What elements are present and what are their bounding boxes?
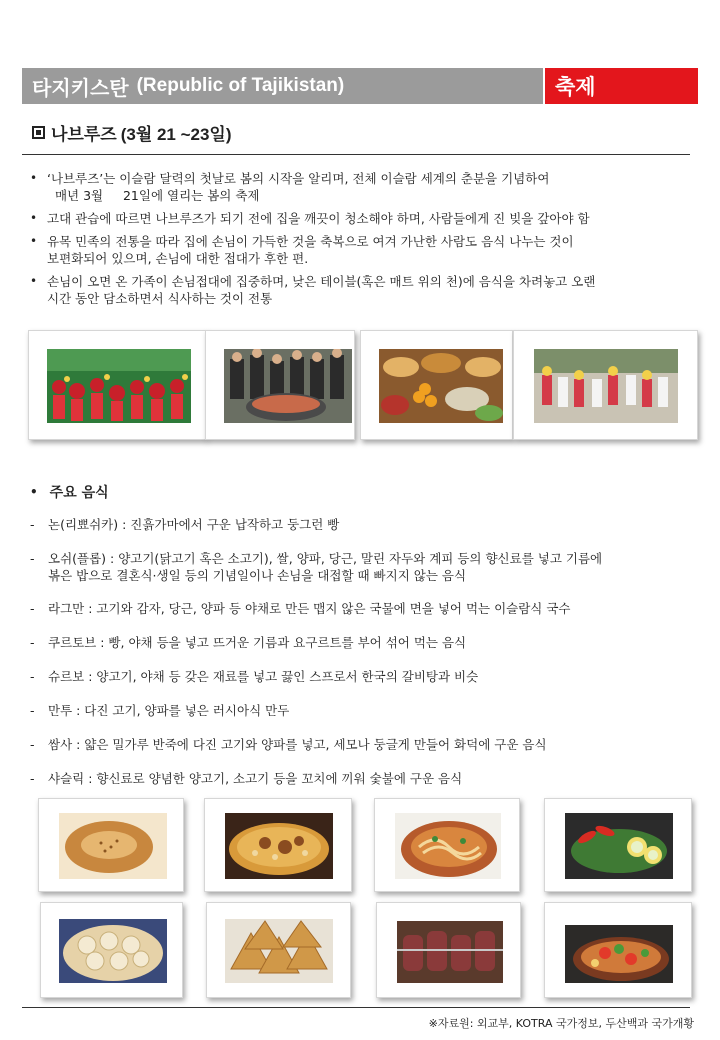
festival-photo-cooking [205,330,355,440]
country-name-english: (Republic of Tajikistan) [136,75,345,96]
festival-cooking-image [224,349,352,423]
shashlik-image [565,925,673,983]
food-heading-text: 주요 음식 [49,485,109,501]
list-item: • 손님이 오면 온 가족이 손님접대에 집중하며, 낮은 테이블(혹은 매트 위의 천)에 음식을 차려놓고 오랜 시간 동안 담소하면서 식사하는 것이 전통 [30,273,700,307]
footer-divider [22,1007,690,1008]
list-item: - 쿠르토브 : 빵, 야채 등을 넣고 뜨거운 기름과 요구르트를 부어 섞어 먹는 음식 [30,634,700,651]
list-item: - 논(리뾰쉬카) : 진흙가마에서 구운 납작하고 둥그런 빵 [30,516,700,533]
list-item: • 유목 민족의 전통을 따라 집에 손님이 가득한 것을 축복으로 여겨 가난한 사람도 음식 나누는 것이 보편화되어 있으며, 손님에 대한 접대가 후한 편. [30,233,700,267]
food-photo-osh-plov [204,798,352,892]
list-item: - 슈르보 : 양고기, 야채 등 갖은 재료를 넣고 끓인 스프로서 한국의 갈비탕과 비슷 [30,668,700,685]
festival-name: 나브루즈 [51,125,117,145]
food-photo-shashlik [544,902,692,998]
food-photo-shurbo [376,902,521,998]
source-note: ※자료원: 외교부, KOTRA 국가정보, 두산백과 국가개황 [428,1017,694,1030]
list-item: - 만투 : 다진 고기, 양파를 넣은 러시아식 만두 [30,702,700,719]
festival-crowd-image [47,349,191,423]
lagman-image [395,813,501,879]
festival-description-list [30,170,700,313]
sambusa-image [225,919,333,983]
food-photo-non-bread [38,798,184,892]
list-item: - 오쉬(플롭) : 양고기(닭고기 혹은 소고기), 쌀, 양파, 당근, 말린 자두와 계피 등의 향신료를 넣고 기름에 볶은 밥으로 결혼식·생일 등의 기념일이나 손님을 대접할 때 빠지지 않는 음식 [30,550,700,584]
non-bread-image [59,813,167,879]
bullet-dot-icon: • [30,485,38,499]
list-item: - 라그만 : 고기와 감자, 당근, 양파 등 야채로 만든 맵지 않은 국물에 면을 넣어 먹는 이슬람식 국수 [30,600,700,617]
shurbo-image [397,921,503,983]
section-heading [32,120,232,145]
section-divider [22,154,690,155]
festival-feast-image [379,349,503,423]
festival-photo-parade [513,330,698,440]
festival-parade-image [534,349,678,423]
mantu-image [59,919,167,983]
food-photo-mantu [40,902,183,998]
list-item: • 고대 관습에 따르면 나브루즈가 되기 전에 집을 깨끗이 청소해야 하며, 사람들에게 진 빚을 갚아야 함 [30,210,700,227]
food-photo-kurtob [544,798,692,892]
category-tag: 축제 [545,68,698,104]
country-title-bar [22,68,543,104]
kurtob-image [565,813,673,879]
list-item: • ‘나브루즈’는 이슬람 달력의 첫날로 봄의 시작을 알리며, 전체 이슬람 세계의 춘분을 기념하여 매년 3월 21일에 열리는 봄의 축제 [30,170,700,204]
food-heading [30,482,109,502]
country-name-korean: 타지키스탄 [32,75,129,100]
square-bullet-icon [32,126,45,139]
festival-date: (3월 21 ~23일) [120,125,232,144]
page-header [22,68,698,104]
list-item: - 샤슬릭 : 향신료로 양념한 양고기, 소고기 등을 꼬치에 끼워 숯불에 구운 음식 [30,770,700,787]
food-photo-sambusa [206,902,351,998]
food-photo-lagman [374,798,520,892]
festival-photo-feast-table [360,330,513,440]
food-list [30,516,700,787]
list-item: - 쌈사 : 얇은 밀가루 반죽에 다진 고기와 양파를 넣고, 세모나 둥글게 만들어 화덕에 구운 음식 [30,736,700,753]
festival-photo-dancers [28,330,206,440]
osh-plov-image [225,813,333,879]
